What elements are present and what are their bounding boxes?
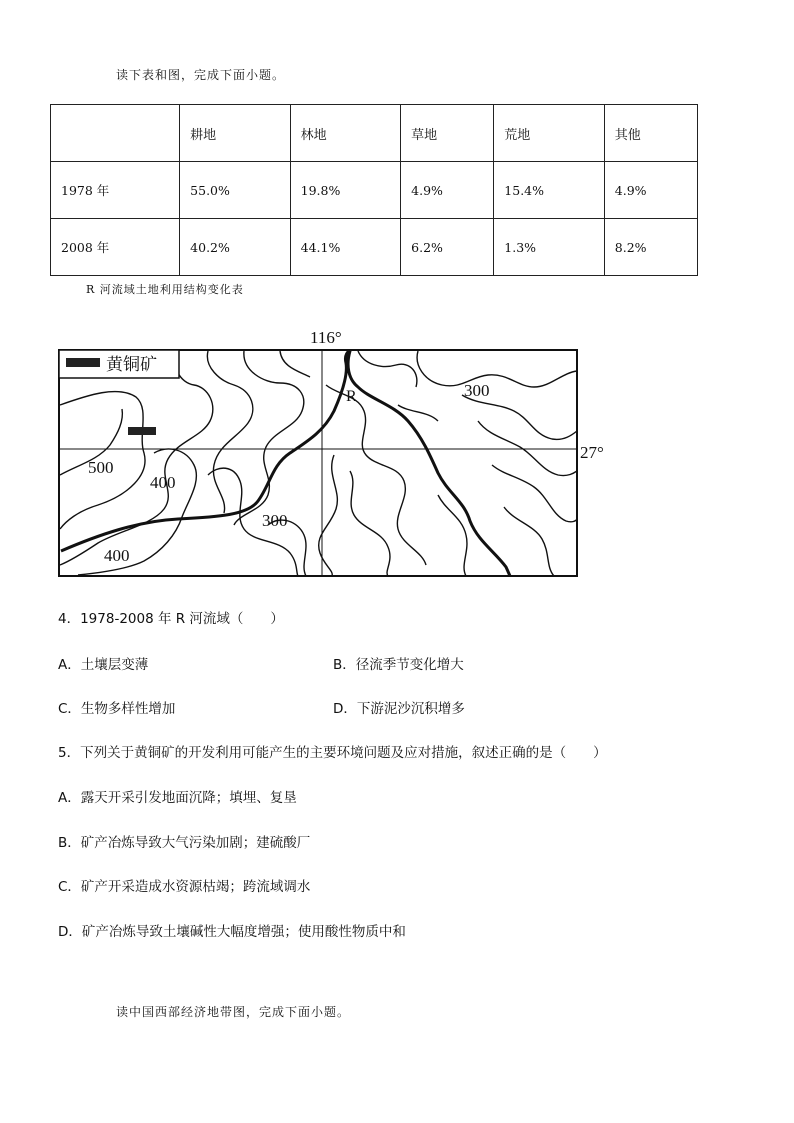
question-5-option-d[interactable]: D．矿产冶炼导致土壤碱性大幅度增强；使用酸性物质中和 [58,924,406,940]
contour-label: 300 [262,511,288,530]
table-cell: 4.9% [604,162,697,219]
copper-mine-symbol [128,427,156,435]
table-cell: 19.8% [290,162,400,219]
question-4-stem: 4．1978-2008 年 R 河流域（ ） [58,611,284,627]
table-row [51,162,698,219]
table-cell: 6.2% [401,219,494,276]
table-header-cell: 草地 [401,105,494,162]
legend-swatch [66,358,100,367]
land-use-table [50,104,698,276]
table-header-row [51,105,698,162]
question-4-option-b[interactable]: B．径流季节变化增大 [333,657,464,673]
contour-map [58,325,618,581]
table-header-cell: 耕地 [180,105,290,162]
question-5-option-b[interactable]: B．矿产冶炼导致大气污染加剧；建硫酸厂 [58,835,311,851]
river-label: R [346,388,357,405]
table-cell: 1.3% [494,219,604,276]
table-row [51,219,698,276]
table-cell: 4.9% [401,162,494,219]
table-cell: 44.1% [290,219,400,276]
table-header-cell: 其他 [604,105,697,162]
question-5-stem: 5．下列关于黄铜矿的开发利用可能产生的主要环境问题及应对措施，叙述正确的是（ ） [58,745,607,761]
contour-label: 400 [150,473,176,492]
legend-label: 黄铜矿 [106,355,157,375]
longitude-label: 116° [310,328,342,347]
contour-label: 400 [104,546,130,565]
question-4-option-d[interactable]: D．下游泥沙沉积增多 [333,701,465,717]
table-cell: 2008 年 [51,219,180,276]
table-cell: 55.0% [180,162,290,219]
reading-instruction-2: 读中国西部经济地带图，完成下面小题。 [116,1005,351,1019]
map-frame [59,350,577,576]
latitude-label: 27° [580,443,604,462]
table-header-cell [51,105,180,162]
reading-instruction: 读下表和图，完成下面小题。 [116,68,286,82]
contour-label: 300 [464,381,490,400]
contour-label: 500 [88,458,114,477]
table-header-cell: 荒地 [494,105,604,162]
table-cell: 15.4% [494,162,604,219]
question-4-option-a[interactable]: A．土壤层变薄 [58,657,149,673]
table-cell: 40.2% [180,219,290,276]
question-4-option-c[interactable]: C．生物多样性增加 [58,701,176,717]
table-cell: 1978 年 [51,162,180,219]
table-caption: R 河流域土地利用结构变化表 [86,283,244,296]
question-5-option-c[interactable]: C．矿产开采造成水资源枯竭；跨流域调水 [58,879,311,895]
table-cell: 8.2% [604,219,697,276]
question-5-option-a[interactable]: A．露天开采引发地面沉降；填埋、复垦 [58,790,297,806]
table-header-cell: 林地 [290,105,400,162]
